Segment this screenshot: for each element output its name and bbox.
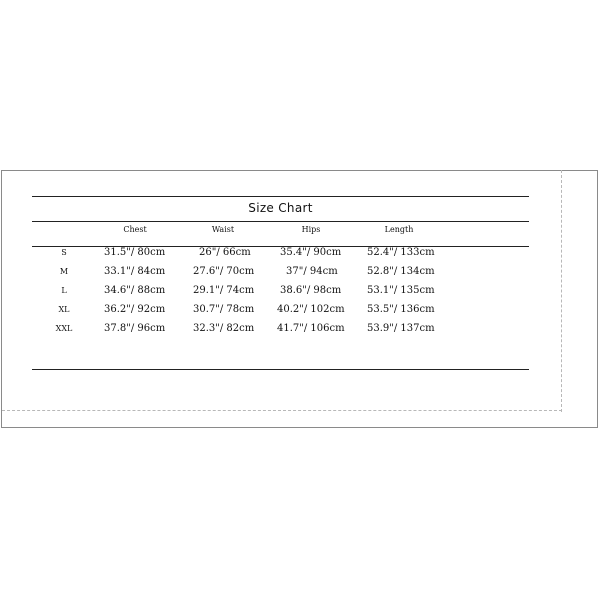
cell-chest: 36.2"/ 92cm <box>104 304 166 315</box>
header-waist: Waist <box>211 225 235 234</box>
cell-hips: 35.4"/ 90cm <box>280 247 342 258</box>
cell-length: 52.4"/ 133cm <box>367 247 435 258</box>
size-label: L <box>61 286 67 295</box>
title-rule <box>32 221 529 222</box>
cell-chest: 37.8"/ 96cm <box>104 323 166 334</box>
cell-length: 52.8"/ 134cm <box>367 266 435 277</box>
cell-waist: 32.3"/ 82cm <box>193 323 255 334</box>
cell-length: 53.9"/ 137cm <box>367 323 435 334</box>
cell-hips: 38.6"/ 98cm <box>280 285 342 296</box>
dashed-guide-vertical <box>561 170 562 412</box>
cell-length: 53.1"/ 135cm <box>367 285 435 296</box>
header-length: Length <box>384 225 414 234</box>
cell-chest: 31.5"/ 80cm <box>104 247 166 258</box>
size-label: XL <box>58 305 70 314</box>
cell-waist: 30.7"/ 78cm <box>193 304 255 315</box>
cell-hips: 37"/ 94cm <box>286 266 338 277</box>
bottom-rule <box>32 369 529 370</box>
cell-waist: 26"/ 66cm <box>199 247 251 258</box>
chart-title: Size Chart <box>248 201 313 215</box>
cell-hips: 41.7"/ 106cm <box>277 323 345 334</box>
cell-waist: 27.6"/ 70cm <box>193 266 255 277</box>
cell-waist: 29.1"/ 74cm <box>193 285 255 296</box>
top-rule <box>32 196 529 197</box>
cell-chest: 33.1"/ 84cm <box>104 266 166 277</box>
size-label: M <box>59 267 69 276</box>
cell-chest: 34.6"/ 88cm <box>104 285 166 296</box>
size-label: S <box>61 248 67 257</box>
header-hips: Hips <box>301 225 321 234</box>
cell-length: 53.5"/ 136cm <box>367 304 435 315</box>
dashed-guide-horizontal <box>2 410 562 411</box>
cell-hips: 40.2"/ 102cm <box>277 304 345 315</box>
size-label: XXL <box>55 324 73 333</box>
header-chest: Chest <box>123 225 147 234</box>
